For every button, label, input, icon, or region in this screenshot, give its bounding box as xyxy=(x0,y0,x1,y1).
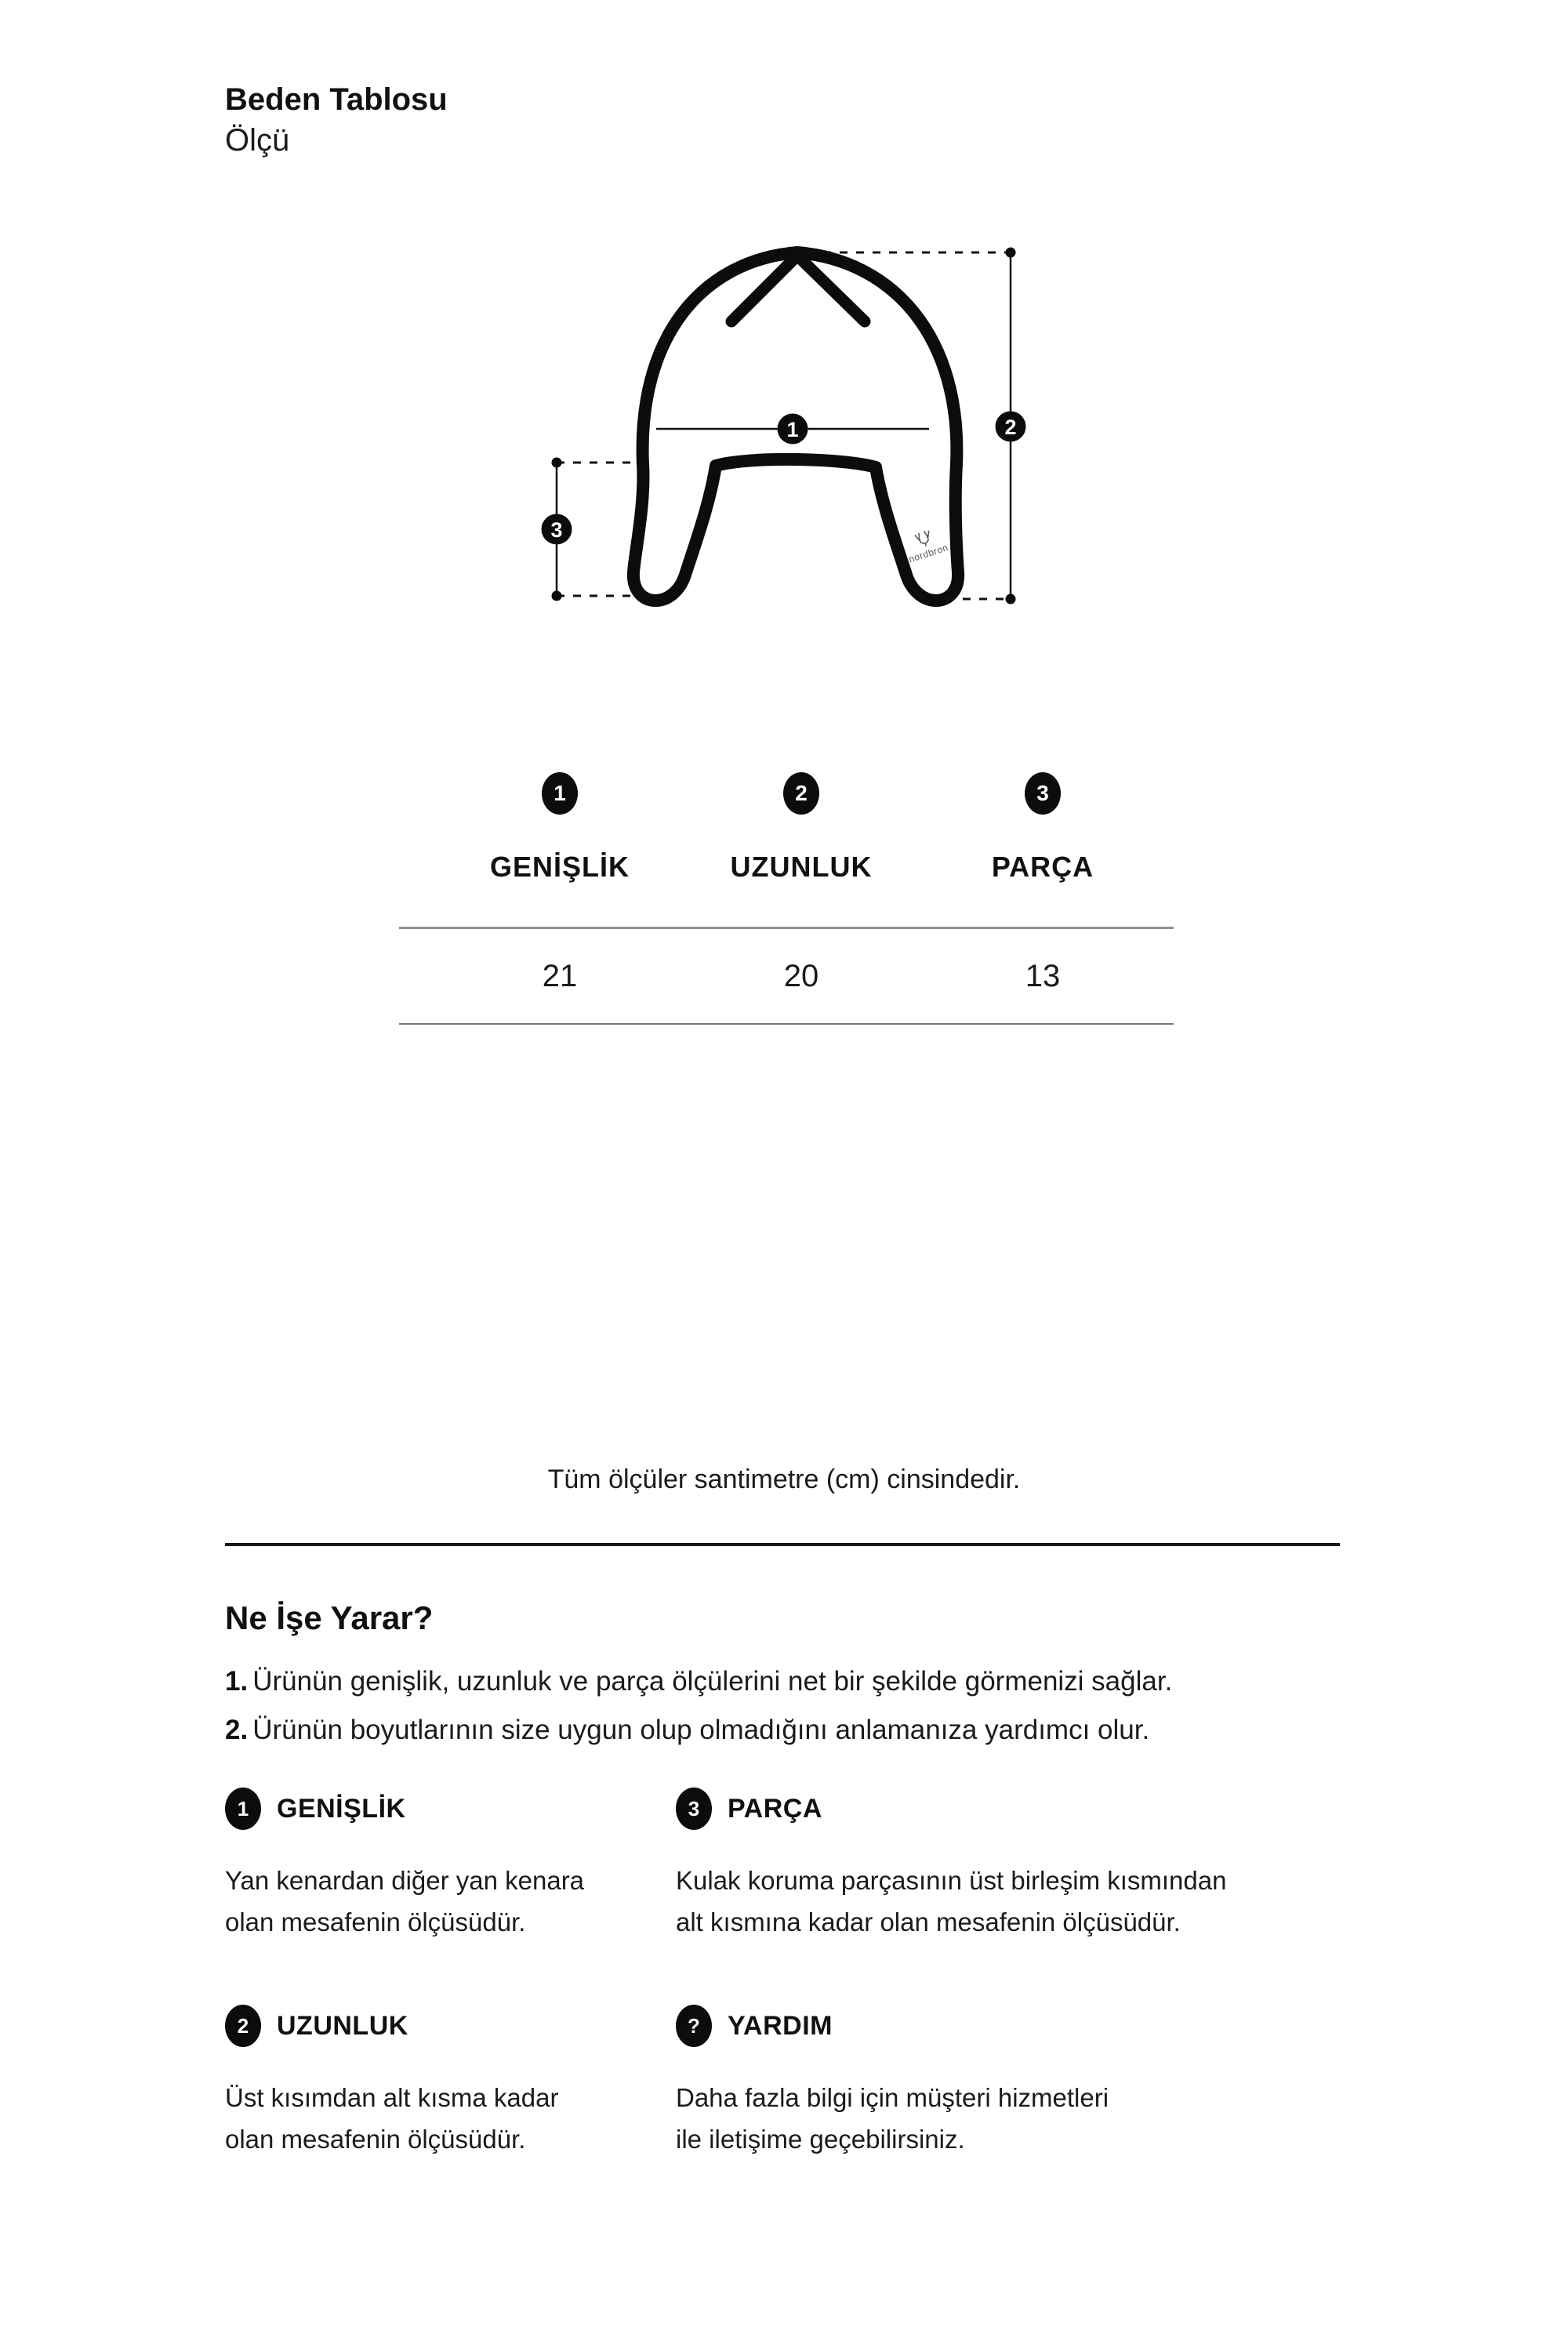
definition-header xyxy=(676,2005,1109,2047)
hat-diagram xyxy=(514,234,1039,630)
info-section xyxy=(225,1598,1448,1755)
column-header: GENİŞLİK xyxy=(489,851,630,883)
column-value: 13 xyxy=(1025,959,1061,993)
definition-line: ile iletişime geçebilirsiniz. xyxy=(676,2125,965,2154)
column-badge: 3 xyxy=(1025,772,1061,815)
definition-line: Üst kısımdan alt kısma kadar xyxy=(225,2083,559,2112)
definition-text xyxy=(676,1860,1226,1943)
page-title: Beden Tablosu xyxy=(225,82,448,117)
info-item xyxy=(225,1657,1448,1706)
definition-line: Yan kenardan diğer yan kenara xyxy=(225,1866,585,1895)
section-divider xyxy=(225,1543,1340,1546)
definition-label: PARÇA xyxy=(728,1793,822,1824)
definition-line: olan mesafenin ölçüsüdür. xyxy=(225,1907,526,1936)
table-rule-bottom xyxy=(399,1023,1174,1025)
column-value: 20 xyxy=(783,959,819,993)
table-column-genislik xyxy=(442,772,677,1007)
table-column-parca xyxy=(925,772,1160,1007)
column-value: 21 xyxy=(542,959,578,993)
info-item-number: 1. xyxy=(225,1666,249,1697)
measurement-1-number: 1 xyxy=(786,418,799,441)
help-icon: ? xyxy=(676,2005,712,2047)
definition-header xyxy=(225,1788,584,1830)
definition-label: UZUNLUK xyxy=(277,2010,408,2041)
definition-badge: 3 xyxy=(676,1788,712,1830)
definition-uzunluk xyxy=(225,2005,558,2160)
info-item-text: Ürünün boyutlarının size uygun olup olmadığını anlamanıza yardımcı olur. xyxy=(252,1715,1150,1745)
info-item-text: Ürünün genişlik, uzunluk ve parça ölçülerini net bir şekilde görmenizi sağlar. xyxy=(252,1666,1173,1697)
units-note: Tüm ölçüler santimetre (cm) cinsindedir. xyxy=(547,1465,1021,1494)
size-table xyxy=(0,772,1568,1039)
info-item xyxy=(225,1706,1448,1755)
column-badge: 2 xyxy=(783,772,819,815)
measurement-2-number: 2 xyxy=(1004,416,1017,439)
definition-text xyxy=(676,2077,1109,2160)
measure-dot xyxy=(1006,248,1016,258)
definition-line: alt kısmına kadar olan mesafenin ölçüsüdür. xyxy=(676,1907,1181,1936)
info-item-number: 2. xyxy=(225,1715,249,1745)
definition-yardim xyxy=(676,2005,1109,2160)
definition-badge: 1 xyxy=(225,1788,261,1830)
definition-badge: 2 xyxy=(225,2005,261,2047)
info-heading: Ne İşe Yarar? xyxy=(225,1599,434,1636)
table-rule-top xyxy=(399,927,1174,929)
definition-header xyxy=(225,2005,558,2047)
definition-label: YARDIM xyxy=(728,2010,833,2041)
info-items xyxy=(225,1657,1448,1755)
measurement-3-number: 3 xyxy=(550,518,563,542)
definition-line: Kulak koruma parçasının üst birleşim kısmından xyxy=(676,1866,1227,1895)
measure-dot xyxy=(552,591,562,601)
definition-header xyxy=(676,1788,1226,1830)
definition-parca xyxy=(676,1788,1226,1943)
definition-line: olan mesafenin ölçüsüdür. xyxy=(225,2125,526,2154)
column-badge: 1 xyxy=(542,772,578,815)
measure-dot xyxy=(1006,594,1016,604)
definition-text xyxy=(225,1860,584,1943)
measure-dot xyxy=(552,458,562,468)
column-header: UZUNLUK xyxy=(730,851,873,883)
column-header: PARÇA xyxy=(991,851,1094,883)
definition-label: GENİŞLİK xyxy=(277,1793,406,1824)
header xyxy=(225,80,448,162)
brand-name: nordbron xyxy=(907,542,950,565)
table-column-uzunluk xyxy=(684,772,919,1007)
measurement-3 xyxy=(542,458,641,601)
definition-genislik xyxy=(225,1788,584,1943)
definition-line: Daha fazla bilgi için müşteri hizmetleri xyxy=(676,2083,1109,2112)
definition-text xyxy=(225,2077,558,2160)
page-subtitle: Ölçü xyxy=(225,123,290,158)
